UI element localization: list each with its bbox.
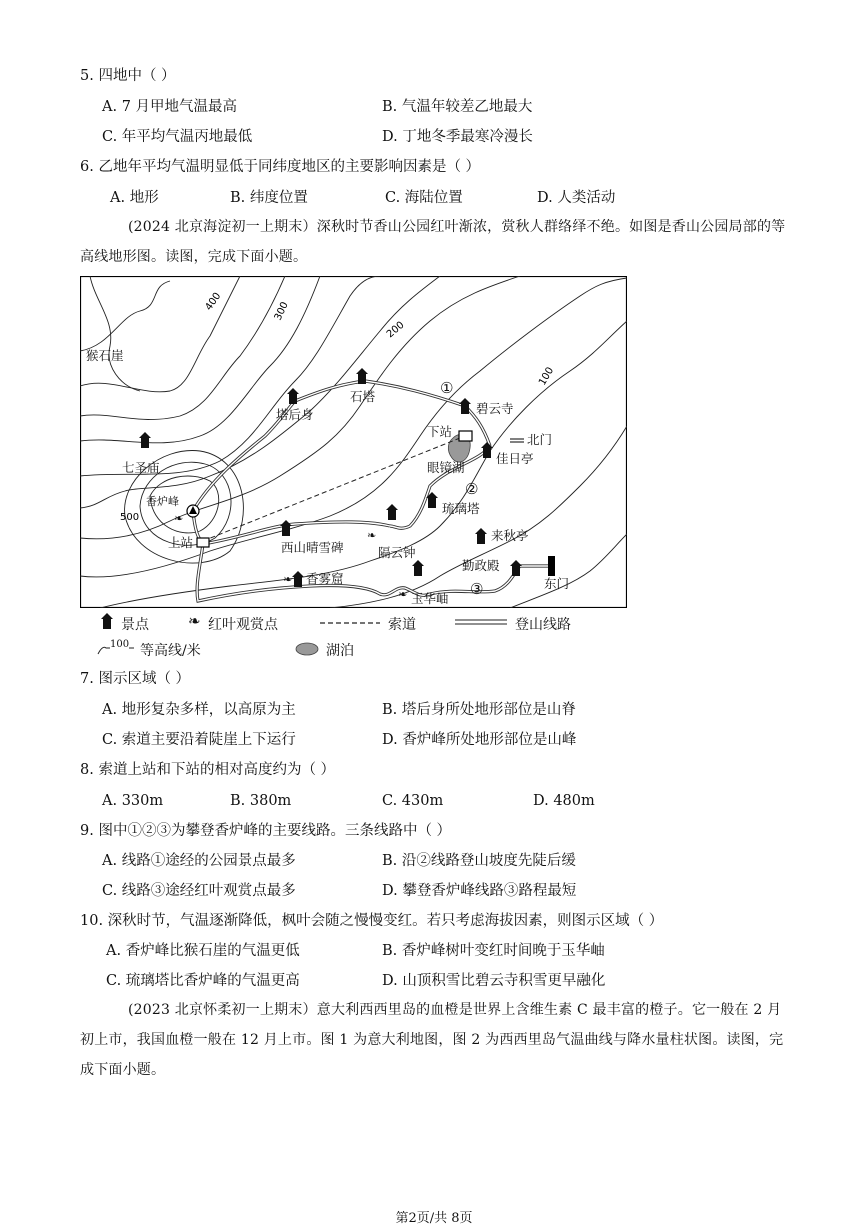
q7-option-c: C. 索道主要沿着陡崖上下运行 bbox=[102, 732, 296, 748]
redleaf-icon: ❧ bbox=[174, 512, 184, 525]
q10-option-d: D. 山顶积雪比碧云寺积雪更早融化 bbox=[382, 973, 606, 989]
label-dongmen: 东门 bbox=[544, 576, 570, 591]
route-mark-1: ① bbox=[440, 379, 454, 397]
q7-stem: 7. 图示区域（ ） bbox=[80, 671, 191, 687]
q5-option-d: D. 丁地冬季最寒冷漫长 bbox=[382, 129, 533, 145]
q5-option-c: C. 年平均气温丙地最低 bbox=[102, 129, 253, 145]
dongmen-gate-icon bbox=[548, 556, 555, 576]
q7-option-a: A. 地形复杂多样，以高原为主 bbox=[102, 702, 296, 718]
route-mark-2: ② bbox=[465, 480, 479, 498]
legend-contour-value: 100 bbox=[110, 639, 130, 650]
legend-scenic-label: 景点 bbox=[121, 617, 149, 633]
legend-climbing-label: 登山线路 bbox=[515, 617, 571, 633]
q5-stem: 5. 四地中（ ） bbox=[80, 68, 176, 84]
q8-option-c: C. 430m bbox=[382, 793, 444, 809]
label-beimen: 北门 bbox=[527, 432, 553, 447]
label-tahoushen: 塔后身 bbox=[276, 407, 314, 422]
q6-option-d: D. 人类活动 bbox=[537, 190, 616, 206]
q10-option-b: B. 香炉峰树叶变红时间晚于玉华岫 bbox=[382, 943, 605, 959]
legend-redleaf-icon: ❧ bbox=[188, 612, 201, 630]
label-xiangwuku: 香雾窟 bbox=[306, 571, 344, 586]
contour-label-400: 400 bbox=[203, 290, 224, 313]
q9-stem: 9. 图中①②③为攀登香炉峰的主要线路。三条线路中（ ） bbox=[80, 823, 452, 839]
contour-label-300: 300 bbox=[272, 300, 291, 323]
contour-label-500: 500 bbox=[120, 512, 140, 523]
contour-label-100: 100 bbox=[537, 365, 557, 388]
legend-redleaf-label: 红叶观赏点 bbox=[208, 617, 278, 633]
label-xishanqingxue: 西山晴雪碑 bbox=[281, 540, 344, 555]
q8-option-a: A. 330m bbox=[102, 793, 164, 809]
q5-option-a: A. 7 月甲地气温最高 bbox=[102, 99, 238, 115]
q9-option-d: D. 攀登香炉峰线路③路程最短 bbox=[382, 883, 577, 899]
route-mark-3: ③ bbox=[470, 580, 484, 598]
q6-option-a: A. 地形 bbox=[110, 190, 159, 206]
label-jiarting: 佳日亭 bbox=[496, 451, 534, 466]
label-shangzhan: 上站 bbox=[168, 535, 194, 550]
legend-cableway-label: 索道 bbox=[388, 617, 416, 633]
label-qishengmiao: 七圣庙 bbox=[122, 460, 160, 475]
q7-option-d: D. 香炉峰所处地形部位是山峰 bbox=[382, 732, 577, 748]
label-liulita: 琉璃塔 bbox=[442, 501, 480, 516]
redleaf-icon: ❧ bbox=[398, 588, 408, 601]
contour-map bbox=[80, 276, 627, 608]
intro-paragraph-2: (2023 北京怀柔初一上期末）意大利西西里岛的血橙是世界上含维生素 C 最丰富的橙子。它一般在 2 月初上市，我国血橙一般在 12 月上市。图 1 为意大利地图，图 2 为西西里岛气温曲线与降水量柱状图。读图，完成下面小题。 bbox=[80, 1002, 784, 1078]
contour-label-200: 200 bbox=[384, 319, 407, 341]
q10-option-c: C. 琉璃塔比香炉峰的气温更高 bbox=[106, 973, 300, 989]
redleaf-icon: ❧ bbox=[283, 573, 293, 586]
label-qinzhengdian: 勤政殿 bbox=[462, 558, 500, 573]
q8-stem: 8. 索道上站和下站的相对高度约为（ ） bbox=[80, 762, 336, 778]
q6-stem: 6. 乙地年平均气温明显低于同纬度地区的主要影响因素是（ ） bbox=[80, 159, 481, 175]
legend-contour-label: 等高线/米 bbox=[140, 643, 201, 659]
intro-paragraph-1: (2024 北京海淀初一上期末）深秋时节香山公园红叶渐浓，赏秋人群络绎不绝。如图是香山公园局部的等高线地形图。读图，完成下面小题。 bbox=[80, 219, 786, 265]
page-footer: 第2页/共 8页 bbox=[395, 1211, 473, 1226]
label-laiqiuting: 来秋亭 bbox=[491, 528, 529, 543]
q6-option-b: B. 纬度位置 bbox=[230, 190, 308, 206]
label-yuhuashan: 玉华岫 bbox=[411, 591, 449, 606]
q10-option-a: A. 香炉峰比猴石崖的气温更低 bbox=[106, 943, 300, 959]
legend-cableway-line bbox=[320, 620, 382, 626]
q9-option-a: A. 线路①途经的公园景点最多 bbox=[102, 853, 296, 869]
q8-option-b: B. 380m bbox=[230, 793, 292, 809]
label-houshiya: 猴石崖 bbox=[86, 348, 124, 363]
q7-option-b: B. 塔后身所处地形部位是山脊 bbox=[382, 702, 576, 718]
legend-climbing-line bbox=[455, 618, 509, 626]
redleaf-icon: ❧ bbox=[367, 529, 377, 542]
q5-option-b: B. 气温年较差乙地最大 bbox=[382, 99, 533, 115]
q9-option-c: C. 线路③途经红叶观赏点最多 bbox=[102, 883, 296, 899]
q9-option-b: B. 沿②线路登山坡度先陡后缓 bbox=[382, 853, 576, 869]
label-xianglufeng: 香炉峰 bbox=[146, 495, 179, 508]
legend-lake-label: 湖泊 bbox=[326, 643, 354, 659]
legend-lake-icon bbox=[294, 641, 320, 657]
q10-stem: 10. 深秋时节，气温逐渐降低，枫叶会随之慢慢变红。若只考虑海拔因素，则图示区域（ ） bbox=[80, 913, 664, 929]
label-xiazhan: 下站 bbox=[427, 424, 453, 439]
label-yanjinghu: 眼镜湖 bbox=[427, 460, 465, 475]
shangzhan-station-icon bbox=[197, 538, 209, 547]
legend-scenic-icon bbox=[98, 613, 118, 633]
label-biyunsi: 碧云寺 bbox=[476, 401, 514, 416]
label-shita: 石塔 bbox=[350, 389, 376, 404]
q8-option-d: D. 480m bbox=[533, 793, 595, 809]
q6-option-c: C. 海陆位置 bbox=[385, 190, 463, 206]
label-geyunzhong: 隔云钟 bbox=[378, 545, 416, 560]
xiazhan-station-icon bbox=[459, 431, 472, 441]
